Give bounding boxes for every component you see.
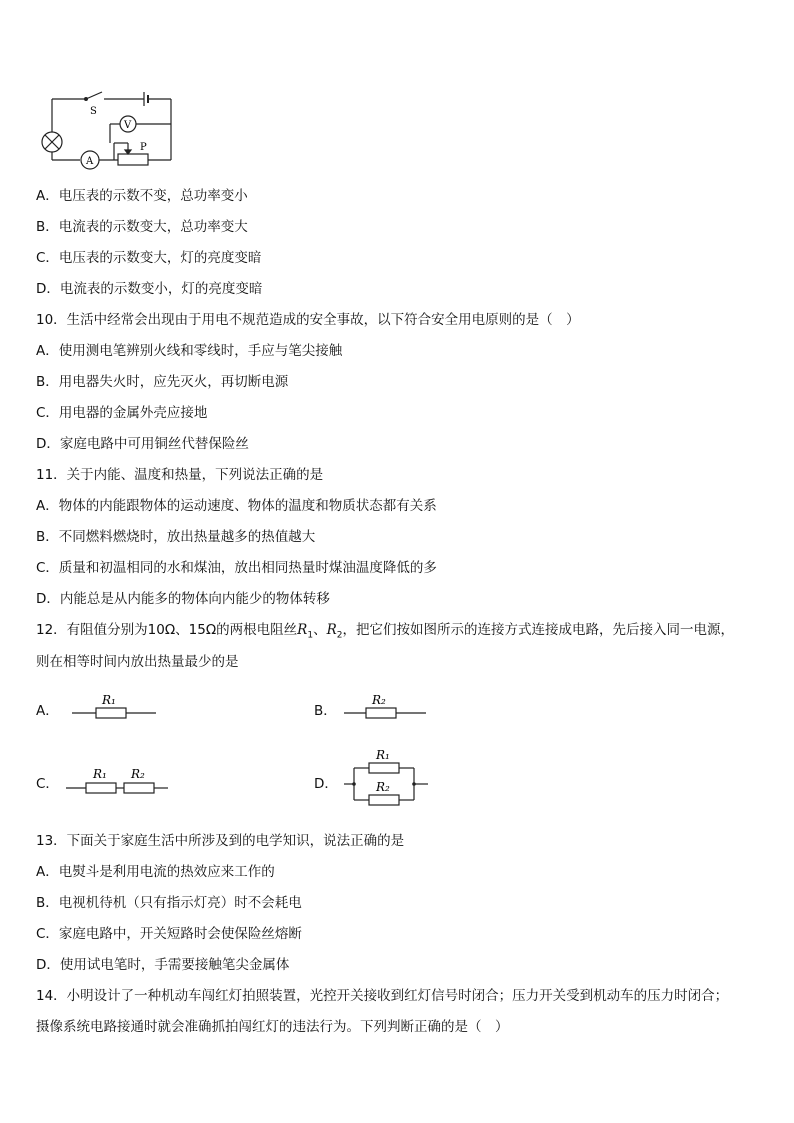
q10-option-b: B．用电器失火时，应先灭火，再切断电源 xyxy=(36,374,289,390)
voltmeter-label: V xyxy=(124,120,132,131)
q11-stem: 11．关于内能、温度和热量，下列说法正确的是 xyxy=(36,467,324,483)
q10-stem: 10．生活中经常会出现由于用电不规范造成的安全事故，以下符合安全用电原则的是（ ） xyxy=(36,312,580,328)
q10-option-a: A．使用测电笔辨别火线和零线时，手应与笔尖接触 xyxy=(36,343,343,359)
q12-option-a-label: A． xyxy=(36,703,59,719)
q12-d-r1-label: R₁ xyxy=(376,748,390,762)
q13-option-a: A．电熨斗是利用电流的热效应来工作的 xyxy=(36,864,275,880)
q12-a-r1-label: R₁ xyxy=(102,693,116,707)
q12-c-r2-label: R₂ xyxy=(131,767,145,781)
slider-label: P xyxy=(140,142,147,153)
q11-option-c: C．质量和初温相同的水和煤油，放出相同热量时煤油温度降低的多 xyxy=(36,560,437,576)
switch-blade xyxy=(86,92,102,99)
ammeter-label: A xyxy=(86,156,94,167)
q13-stem: 13．下面关于家庭生活中所涉及到的电学知识，说法正确的是 xyxy=(36,833,405,849)
switch-label: S xyxy=(90,106,97,117)
q12-c-r1-label: R₁ xyxy=(93,767,107,781)
q9-option-b: B．电流表的示数变大，总功率变大 xyxy=(36,219,248,235)
q10-option-c: C．用电器的金属外壳应接地 xyxy=(36,405,208,421)
q14-stem-line2: 摄像系统电路接通时就会准确抓拍闯红灯的违法行为。下列判断正确的是（ ） xyxy=(36,1019,509,1035)
q9-option-c: C．电压表的示数变大，灯的亮度变暗 xyxy=(36,250,262,266)
q12-option-d-circuit xyxy=(342,748,432,810)
q12-option-c-circuit xyxy=(64,764,170,798)
q12-d-r2-label: R₂ xyxy=(376,780,390,794)
q11-option-a: A．物体的内能跟物体的运动速度、物体的温度和物质状态都有关系 xyxy=(36,498,437,514)
q11-option-d: D．内能总是从内能多的物体向内能少的物体转移 xyxy=(36,591,330,607)
q12-option-b-label: B． xyxy=(314,703,337,719)
q12-option-c-label: C． xyxy=(36,776,59,792)
q12-option-d-label: D． xyxy=(314,776,338,792)
q13-option-c: C．家庭电路中，开关短路时会使保险丝熔断 xyxy=(36,926,302,942)
q12-stem-line2: 则在相等时间内放出热量最少的是 xyxy=(36,654,239,670)
q12-stem: 12．有阻值分别为10Ω、15Ω的两根电阻丝$R_1$、$R_2$，把它们按如图所示的连接方式连接成电路，先后接入同一电源， xyxy=(36,622,734,641)
q9-option-d: D．电流表的示数变小，灯的亮度变暗 xyxy=(36,281,263,297)
q10-option-d: D．家庭电路中可用铜丝代替保险丝 xyxy=(36,436,249,452)
q12-option-b-circuit xyxy=(342,692,428,724)
circuit-diagram xyxy=(38,88,178,170)
q11-option-b: B．不同燃料燃烧时，放出热量越多的热值越大 xyxy=(36,529,316,545)
q12-option-a-circuit xyxy=(70,692,158,724)
q9-option-a: A．电压表的示数不变，总功率变小 xyxy=(36,188,248,204)
q12-b-r2-label: R₂ xyxy=(372,693,386,707)
q13-option-d: D．使用试电笔时，手需要接触笔尖金属体 xyxy=(36,957,290,973)
q14-stem-line1: 14．小明设计了一种机动车闯红灯拍照装置，光控开关接收到红灯信号时闭合；压力开关受到机动车的压力时闭合； xyxy=(36,988,729,1004)
q13-option-b: B．电视机待机（只有指示灯亮）时不会耗电 xyxy=(36,895,302,911)
